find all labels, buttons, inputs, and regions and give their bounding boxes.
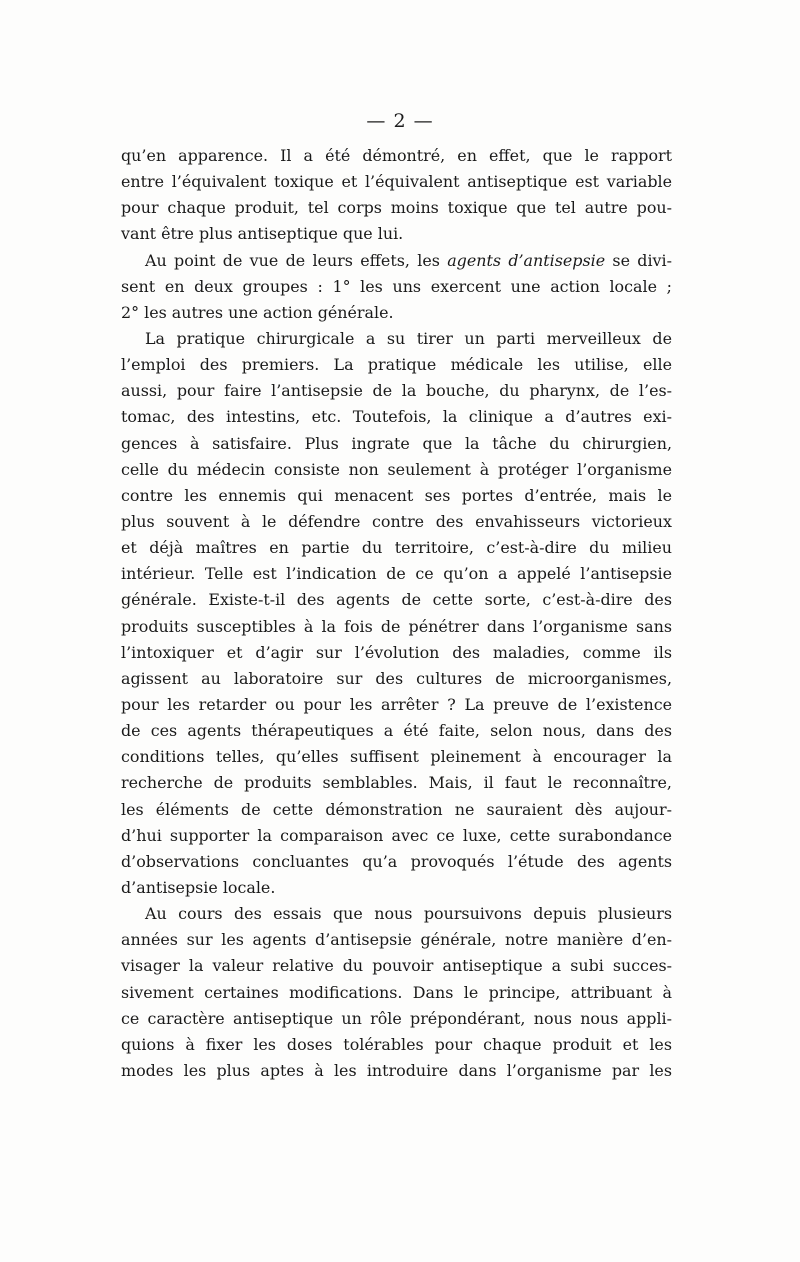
paragraph-3 (121, 326, 672, 901)
text-line: plus souvent à le défendre contre des envahisseurs victorieux (121, 511, 672, 531)
text-line: l’emploi des premiers. La pratique médicale les utilise, elle (121, 355, 672, 375)
text-line: aussi, pour faire l’antisepsie de la bouche, du pharynx, de l’es- (121, 381, 672, 401)
text-line: visager la valeur relative du pouvoir antiseptique a subi succes- (121, 956, 672, 976)
text-line: entre l’équivalent toxique et l’équivalent antiseptique est variable (121, 172, 672, 192)
page-number: — 2 — (366, 110, 434, 132)
text-line (121, 248, 672, 274)
text-line: conditions telles, qu’elles suffisent pleinement à encourager la (121, 747, 672, 767)
text-line: celle du médecin consiste non seulement à protéger l’organisme (121, 459, 672, 479)
text-line: qu’en apparence. Il a été démontré, en effet, que le rapport (121, 146, 672, 165)
text-line: intérieur. Telle est l’indication de ce qu’on a appelé l’antisepsie (121, 564, 672, 584)
text-line: l’intoxiquer et d’agir sur l’évolution des maladies, comme ils (121, 642, 672, 662)
text-segment: se divi- (612, 250, 672, 270)
paragraph-1 (121, 143, 672, 248)
text-line: générale. Existe-t-il des agents de cette sorte, c’est-à-dire des (121, 590, 672, 610)
text-line: recherche de produits semblables. Mais, il faut le reconnaître, (121, 773, 672, 793)
text-line: produits susceptibles à la fois de pénétrer dans l’organisme sans (121, 616, 672, 636)
text-line: Au cours des essais que nous poursuivons depuis plusieurs (145, 904, 672, 924)
text-line: pour chaque produit, tel corps moins toxique que tel autre pou- (121, 198, 672, 218)
text-line: quions à fixer les doses tolérables pour chaque produit et les (121, 1034, 672, 1054)
text-line: sivement certaines modifications. Dans le principe, attribuant à (121, 982, 672, 1002)
text-line: de ces agents thérapeutiques a été faite, selon nous, dans des (121, 721, 672, 741)
text-line: La pratique chirurgicale a su tirer un parti merveilleux de (145, 328, 672, 348)
text-line: contre les ennemis qui menacent ses portes d’entrée, mais le (121, 485, 672, 505)
text-line: et déjà maîtres en partie du territoire, c’est-à-dire du milieu (121, 538, 672, 558)
text-line: les éléments de cette démonstration ne sauraient dès aujour- (121, 799, 672, 819)
text-line: ce caractère antiseptique un rôle prépondérant, nous nous appli- (121, 1008, 672, 1028)
text-segment: Au point de vue de leurs effets, les (145, 250, 440, 270)
text-line: modes les plus aptes à les introduire dans l’organisme par les (121, 1060, 672, 1080)
text-line: d’observations concluantes qu’a provoqués l’étude des agents (121, 851, 672, 871)
text-line: vant être plus antiseptique que lui. (121, 224, 404, 244)
text-line: tomac, des intestins, etc. Toutefois, la clinique a d’autres exi- (121, 407, 672, 427)
text-line: d’hui supporter la comparaison avec ce luxe, cette surabondance (121, 825, 672, 845)
text-line: d’antisepsie locale. (121, 877, 276, 897)
text-line: 2° les autres une action générale. (121, 302, 394, 322)
paragraph-2 (121, 248, 672, 326)
text-line: pour les retarder ou pour les arrêter ? La preuve de l’existence (121, 694, 672, 714)
paragraph-4 (121, 901, 672, 1084)
text-line: gences à satisfaire. Plus ingrate que la tâche du chirurgien, (121, 433, 672, 453)
text-line: années sur les agents d’antisepsie générale, notre manière d’en- (121, 930, 672, 950)
body-text (121, 143, 672, 1084)
text-line: sent en deux groupes : 1° les uns exercent une action locale ; (121, 276, 672, 296)
italic-phrase: agents d’antisepsie (447, 250, 606, 270)
text-line: agissent au laboratoire sur des cultures de microorganismes, (121, 668, 672, 688)
